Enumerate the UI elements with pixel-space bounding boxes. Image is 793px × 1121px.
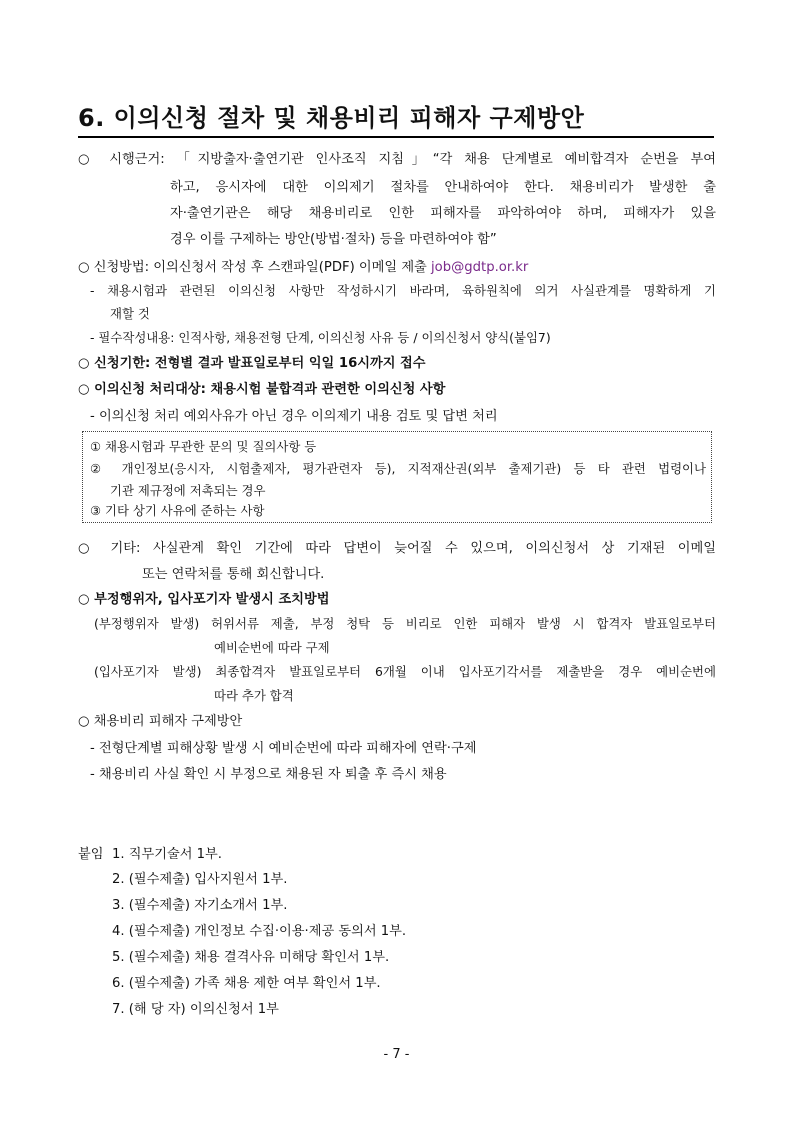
- method-label: ○ 신청방법: 이의신청서 작성 후 스캔파일(PDF) 이메일 제출: [78, 260, 427, 275]
- basis-line-2: 하고, 응시자에 대한 이의제기 절차를 안내하여야 한다. 채용비리가 발생한 출: [170, 180, 716, 195]
- fraud-item-2b: 따라 추가 합격: [214, 688, 294, 703]
- title-underline: [78, 136, 714, 138]
- method-note-1b: 재할 것: [110, 306, 150, 321]
- fraud-label: ○ 부정행위자, 입사포기자 발생시 조치방법: [78, 592, 330, 607]
- etc-line-2: 또는 연락처를 통해 회신합니다.: [142, 567, 325, 582]
- page-number: - 7 -: [383, 1047, 410, 1062]
- method-note-1a: - 채용시험과 관련된 이의신청 사항만 작성하시기 바라며, 육하원칙에 의거 사실관계를 명확하게 기: [90, 283, 716, 298]
- fraud-item-1a: (부정행위자 발생) 허위서류 제출, 부정 청탁 등 비리로 인한 피해자 발생 시 합격자 발표일로부터: [94, 616, 716, 631]
- fraud-item-1b: 예비순번에 따라 구제: [214, 640, 330, 655]
- target-note: - 이의신청 처리 예외사유가 아닌 경우 이의제기 내용 검토 및 답변 처리: [90, 409, 498, 424]
- attachment-item: 5. (필수제출) 채용 결격사유 미해당 확인서 1부.: [112, 950, 390, 965]
- target-label: ○ 이의신청 처리대상: 채용시험 불합격과 관련한 이의신청 사항: [78, 382, 446, 397]
- attachment-item: 6. (필수제출) 가족 채용 제한 여부 확인서 1부.: [112, 976, 381, 991]
- relief-label: ○ 채용비리 피해자 구제방안: [78, 714, 243, 729]
- deadline-line: ○ 신청기한: 전형별 결과 발표일로부터 익일 16시까지 접수: [78, 356, 426, 371]
- basis-line-4: 경우 이를 구제하는 방안(방법·절차) 등을 마련하여야 함”: [170, 232, 497, 247]
- method-note-2: - 필수작성내용: 인적사항, 채용전형 단계, 이의신청 사유 등 / 이의신청서 양식(붙임7): [90, 330, 551, 345]
- relief-item-1: - 전형단계별 피해상황 발생 시 예비순번에 따라 피해자에 연락·구제: [90, 741, 477, 756]
- attachments-label: 붙임: [78, 847, 104, 862]
- fraud-item-2a: (입사포기자 발생) 최종합격자 발표일로부터 6개월 이내 입사포기각서를 제출받을 경우 예비순번에: [94, 664, 716, 679]
- attachment-item: 1. 직무기술서 1부.: [112, 847, 222, 862]
- exception-item-3: ③ 기타 상기 사유에 준하는 사항: [90, 503, 265, 518]
- attachment-item: 2. (필수제출) 입사지원서 1부.: [112, 872, 288, 887]
- relief-item-2: - 채용비리 사실 확인 시 부정으로 채용된 자 퇴출 후 즉시 채용: [90, 767, 447, 782]
- section-title: 6. 이의신청 절차 및 채용비리 피해자 구제방안: [78, 104, 585, 132]
- exception-item-2a: ② 개인정보(응시자, 시험출제자, 평가관련자 등), 지적재산권(외부 출제기관) 등 타 관련 법령이나: [90, 461, 706, 476]
- attachment-item: 4. (필수제출) 개인정보 수집·이용·제공 동의서 1부.: [112, 924, 407, 939]
- method-line: [78, 256, 528, 275]
- email-link[interactable]: job@gdtp.or.kr: [431, 260, 529, 275]
- attachment-item: 7. (해 당 자) 이의신청서 1부: [112, 1002, 279, 1017]
- basis-line-3: 자·출연기관은 해당 채용비리로 인한 피해자를 파악하여야 하며, 피해자가 있을: [170, 206, 716, 221]
- exception-item-1: ① 채용시험과 무관한 문의 및 질의사항 등: [90, 439, 317, 454]
- exception-item-2b: 기관 제규정에 저촉되는 경우: [110, 483, 266, 498]
- etc-line-1: ○ 기타: 사실관계 확인 기간에 따라 답변이 늦어질 수 있으며, 이의신청서 상 기재된 이메일: [78, 541, 716, 556]
- basis-line-1: ○ 시행근거: 「지방출자·출연기관 인사조직 지침」“각 채용 단계별로 예비합격자 순번을 부여: [78, 152, 716, 167]
- attachment-item: 3. (필수제출) 자기소개서 1부.: [112, 898, 288, 913]
